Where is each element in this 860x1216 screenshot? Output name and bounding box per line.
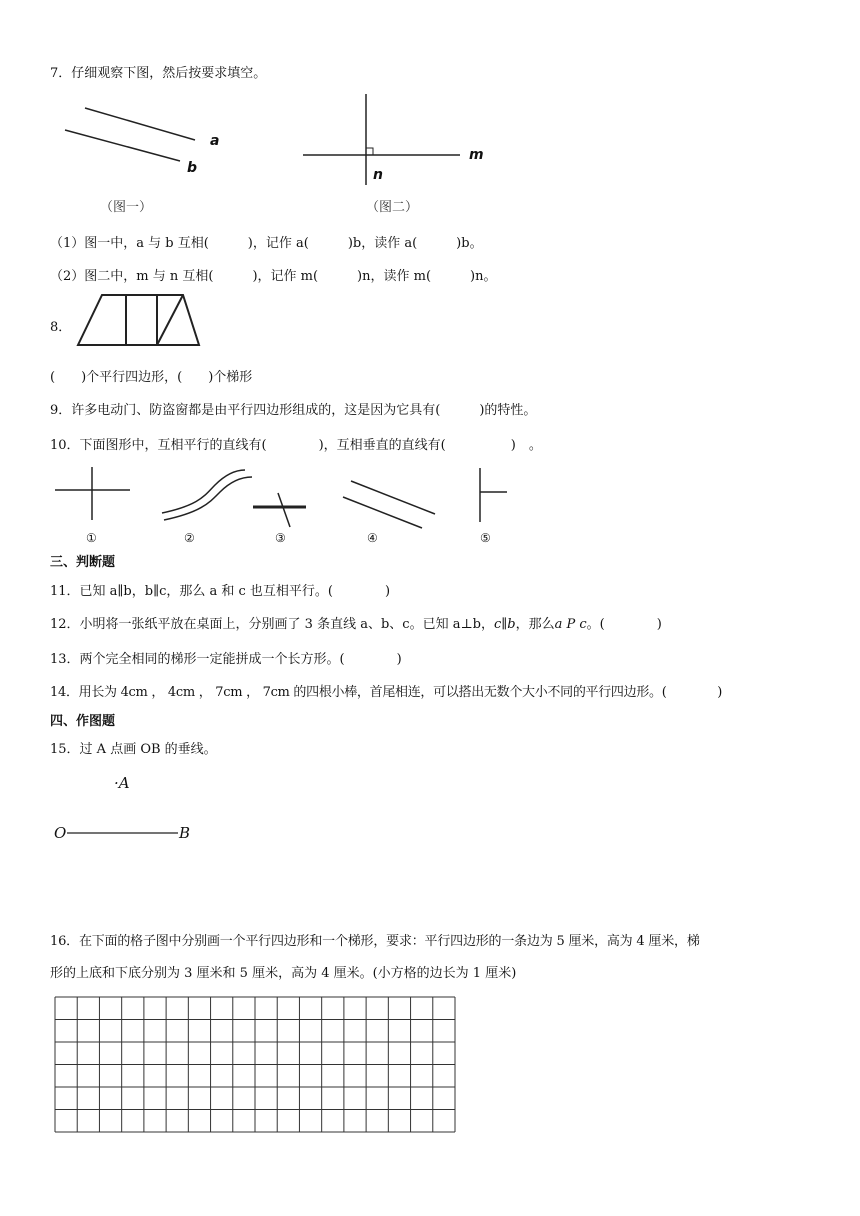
q12-text-a: 12．小明将一张纸平放在桌面上，分别画了 3 条直线 a、b、c。已知 a⊥b，: [50, 617, 494, 632]
section-3-title: 三、判断题: [50, 555, 116, 570]
q7-line-2: （2）图二中，m 与 n 互相( )，记作 m( )n，读作 m( )n。: [50, 269, 497, 284]
q9-text: 9．许多电动门、防盗窗都是由平行四边形组成的，这是因为它具有( )的特性。: [50, 403, 537, 418]
q12-text-c: 。( ): [586, 617, 662, 632]
q7-fig1-label-b: b: [187, 160, 198, 176]
q12-formula-1: c∥b: [494, 617, 516, 632]
q15-segment-ob: [0, 0, 1, 1]
q12-line: [50, 613, 662, 632]
q15-point-a: ·A: [114, 774, 130, 792]
q15-label-b: B: [179, 824, 191, 842]
q10-label-4: ④: [367, 531, 378, 545]
q7-stem: 7．仔细观察下图，然后按要求填空。: [50, 66, 267, 81]
q10-label-1: ①: [86, 531, 97, 545]
q10-label-2: ②: [184, 531, 195, 545]
q7-fig2-caption: （图二）: [366, 200, 419, 215]
q16-line-1: 16．在下面的格子图中分别画一个平行四边形和一个梯形，要求：平行四边形的一条边为 5 厘米，高为 4 厘米，梯: [50, 934, 700, 949]
q15-text: 15．过 A 点画 OB 的垂线。: [50, 742, 217, 757]
q7-fig2-label-n: n: [373, 167, 383, 183]
q16-grid: [55, 997, 456, 1133]
q7-fig1-caption: （图一）: [100, 200, 153, 215]
q12-formula-2: a P c: [554, 617, 587, 632]
q16-line-2: 形的上底和下底分别为 3 厘米和 5 厘米，高为 4 厘米。(小方格的边长为 1 厘米): [50, 966, 517, 981]
q7-line-1: （1）图一中，a 与 b 互相( )，记作 a( )b，读作 a( )b。: [50, 236, 483, 251]
q13-text: 13．两个完全相同的梯形一定能拼成一个长方形。( ): [50, 652, 402, 667]
q7-fig2-label-m: m: [469, 147, 484, 163]
section-4-title: 四、作图题: [50, 714, 116, 729]
q7-fig1-label-a: a: [210, 133, 220, 149]
q10-label-5: ⑤: [480, 531, 491, 545]
q10-label-3: ③: [275, 531, 286, 545]
q8-answer: ( )个平行四边形，( )个梯形: [50, 370, 253, 385]
q10-text: 10．下面图形中，互相平行的直线有( )，互相垂直的直线有( ) 。: [50, 438, 542, 453]
q12-text-b: ，那么: [515, 617, 555, 632]
q8-number: 8．: [50, 320, 72, 335]
q11-text: 11．已知 a∥b，b∥c，那么 a 和 c 也互相平行。( ): [50, 584, 391, 599]
q15-label-o: O: [54, 824, 67, 842]
q14-text: 14．用长为 4cm ， 4cm ， 7cm ， 7cm 的四根小棒，首尾相连，可以搭出无数个大小不同的平行四边形。( ): [50, 685, 723, 700]
